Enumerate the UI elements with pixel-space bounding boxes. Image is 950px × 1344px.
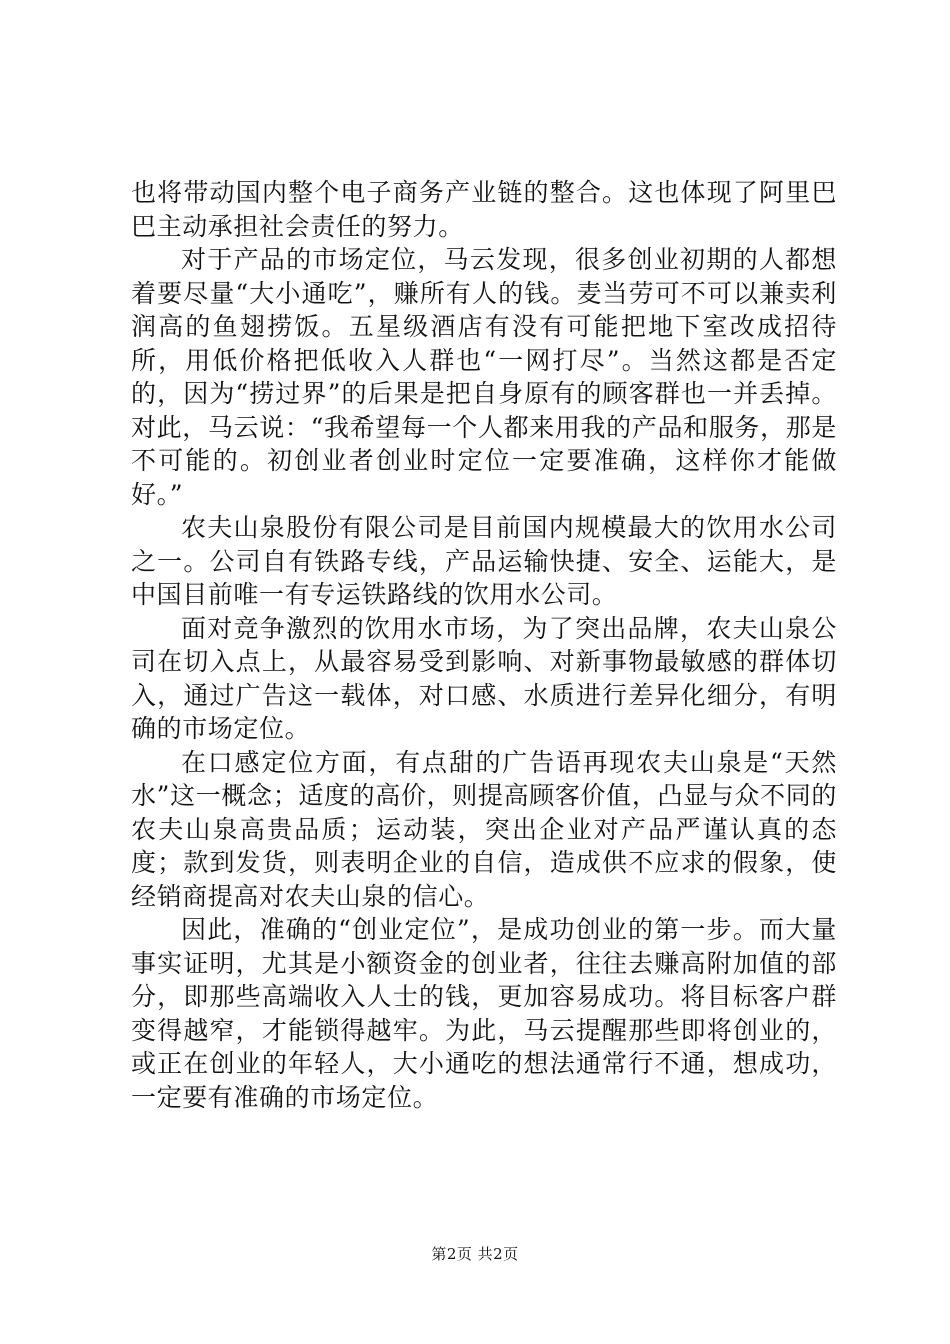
page-number-footer: 第2页 共2页 [431,1245,519,1263]
paragraph-3: 农夫山泉股份有限公司是目前国内规模最大的饮用水公司之一。公司自有铁路专线，产品运输快捷、安全、运能大，是中国目前唯一有专运铁路线的饮用水公司。 [131,513,837,609]
paragraph-6: 因此，准确的“创业定位”，是成功创业的第一步。而大量事实证明，尤其是小额资金的创业者，往往去赚高附加值的部分，即那些高端收入人士的钱，更加容易成功。将目标客户群变得越窄，才能锁得越牢。为此，马云提醒那些即将创业的，或正在创业的年轻人，大小通吃的想法通常行不通，想成功，一定要有准确的市场定位。 [131,915,837,1112]
paragraph-5: 在口感定位方面，有点甜的广告语再现农夫山泉是“天然水”这一概念；适度的高价，则提高顾客价值，凸显与众不同的农夫山泉高贵品质；运动装，突出企业对产品严谨认真的态度；款到发货，则表明企业的自信，造成供不应求的假象，使经销商提高对农夫山泉的信心。 [131,747,837,911]
document-body [131,176,837,1114]
paragraph-2: 对于产品的市场定位，马云发现，很多创业初期的人都想着要尽量“大小通吃”，赚所有人的钱。麦当劳可不可以兼卖利润高的鱼翅捞饭。五星级酒店有没有可能把地下室改成招待所，用低价格把低收入人群也“一网打尽”。当然这都是否定的，因为“捞过界”的后果是把自身原有的顾客群也一并丢掉。对此，马云说：“我希望每一个人都来用我的产品和服务，那是不可能的。初创业者创业时定位一定要准确，这样你才能做好。” [131,245,837,509]
paragraph-4: 面对竞争激烈的饮用水市场，为了突出品牌，农夫山泉公司在切入点上，从最容易受到影响、对新事物最敏感的群体切入，通过广告这一载体，对口感、水质进行差异化细分，有明确的市场定位。 [131,613,837,743]
paragraph-1: 也将带动国内整个电子商务产业链的整合。这也体现了阿里巴巴主动承担社会责任的努力。 [131,178,837,241]
